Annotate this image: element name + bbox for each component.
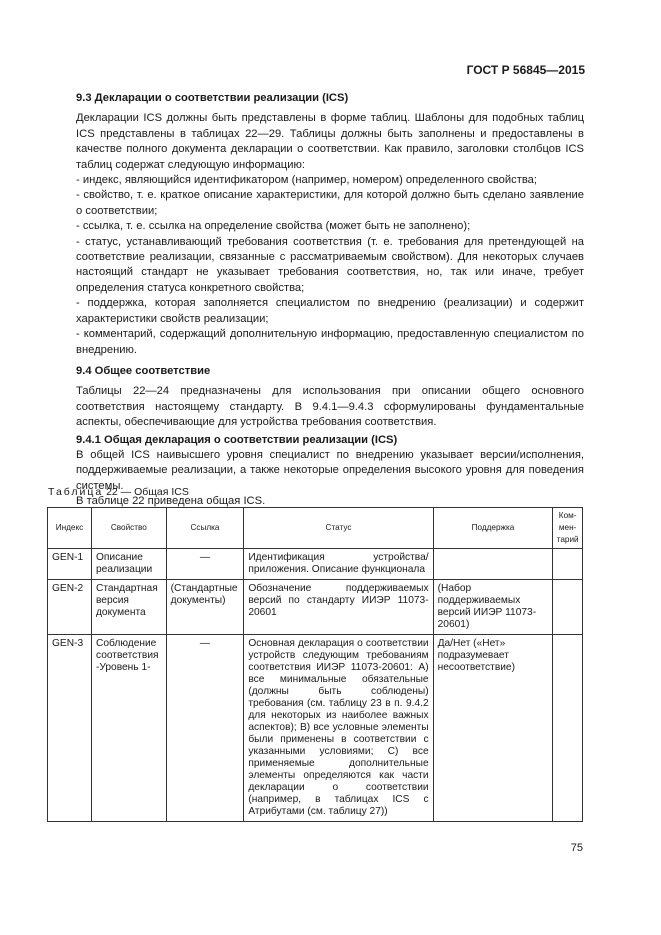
section-9-4-1-heading: 9.4.1 Общая декларация о соответствии реализации (ICS) [76, 433, 398, 446]
cell-status: Обозначение поддерживаемых версий по стандарту ИИЭР 11073-20601 [244, 580, 433, 635]
cell-support [433, 549, 553, 580]
cell-index: GEN-3 [48, 635, 92, 822]
section-9-4-1-paragraph: В таблице 22 приведена общая ICS. [76, 495, 266, 508]
table-row [48, 635, 583, 822]
cell-property: Соблюдение соответствия -Уровень 1- [91, 635, 166, 822]
column-header-status: Статус [244, 508, 433, 549]
cell-support: Да/Нет («Нет» подразумевает несоответствие) [433, 635, 553, 822]
column-header-index: Индекс [48, 508, 92, 549]
cell-property: Стандартная версия документа [91, 580, 166, 635]
cell-reference: (Стандартные документы) [166, 580, 244, 635]
cell-reference: — [166, 635, 244, 822]
column-header-reference: Ссылка [166, 508, 244, 549]
list-item: - ссылка, т. е. ссылка на определение свойства (может быть не заполнено); [76, 220, 471, 233]
section-9-4-heading: 9.4 Общее соответствие [76, 364, 211, 377]
ics-table [47, 507, 583, 822]
list-item: - индекс, являющийся идентификатором (например, номером) определенного свойства; [76, 174, 537, 187]
column-header-comment: Ком- мен- тарий [553, 508, 583, 549]
section-9-4-text: Таблицы 22—24 предназначены для использования при описании общего основного соответствия настоящему стандарту. В 9.4.1—9.4.3 сформулированы фундаментальные аспекты, обеспечивающие для устройства требования соответствия. [76, 385, 584, 429]
list-item: - статус, устанавливающий требования соответствия (т. е. требования для претендующей на соответствие реализации, связанные с рассматриваемым свойством). Для некоторых случаев настоящий стандарт не указывает требования соответствия, но, так или иначе, требует определения статуса конкретного свойства; [76, 235, 584, 294]
cell-comment [553, 549, 583, 580]
section-9-3-intro [76, 111, 584, 173]
table-caption [48, 486, 189, 498]
document-header: ГОСТ Р 56845—2015 [466, 63, 585, 77]
cell-reference: — [166, 549, 244, 580]
table-header-row [48, 508, 583, 549]
cell-comment [553, 580, 583, 635]
section-9-3-heading: 9.3 Декларации о соответствии реализации (ICS) [76, 92, 349, 104]
table-caption-text: 22 — Общая ICS [103, 486, 189, 498]
main-content [76, 91, 584, 510]
column-header-property: Свойство [91, 508, 166, 549]
list-item: - комментарий, содержащий дополнительную информацию, предоставленную специалистом по внедрению. [76, 328, 584, 356]
cell-property: Описание реализации [91, 549, 166, 580]
cell-status: Основная декларация о соответствии устройств следующим требованиям соответствия ИИЭР 11073-20601: А) все минимальные обязательные (должны быть соблюдены) требования (см. таблицу 23 в п. 9.4.2 для некоторых из наиболее важных аспектов); В) все условные элементы были применены в соответствии с указанными условиями; С) все применяемые дополнительные элементы определяются как части декларации о соответствии (например, в таблицах ICS с Атрибутами (см. таблицу 27)) [244, 635, 433, 822]
cell-index: GEN-2 [48, 580, 92, 635]
section-9-4-1-paragraph: В общей ICS наивысшего уровня специалист по внедрению указывает версии/исполнения, поддерживаемые реализации, а также некоторые определения высокого уровня для поведения системы. [76, 448, 584, 492]
cell-support: (Набор поддерживаемых версий ИИЭР 11073-20601) [433, 580, 553, 635]
list-item: - поддержка, которая заполняется специалистом по внедрению (реализации) и содержит характеристики свойств реализации; [76, 297, 584, 325]
column-header-support: Поддержка [433, 508, 553, 549]
table-row [48, 549, 583, 580]
cell-index: GEN-1 [48, 549, 92, 580]
page-number: 75 [570, 842, 583, 854]
cell-status: Идентификация устройства/приложения. Описание функционала [244, 549, 433, 580]
list-item: - свойство, т. е. краткое описание характеристики, для которой должно быть сделано заявление о соответствии; [76, 189, 584, 217]
table-row [48, 580, 583, 635]
table-caption-word: Таблица [48, 486, 104, 498]
section-9-3-intro-text: Декларации ICS должны быть представлены в форме таблиц. Шаблоны для подобных таблиц ICS представлены в таблицах 22—29. Таблицы должны быть заполнены и предоставлены в качестве полного документа декларации о соответствии. Как правило, заголовки столбцов ICS таблиц содержат следующую информацию: [76, 112, 584, 171]
cell-comment [553, 635, 583, 822]
